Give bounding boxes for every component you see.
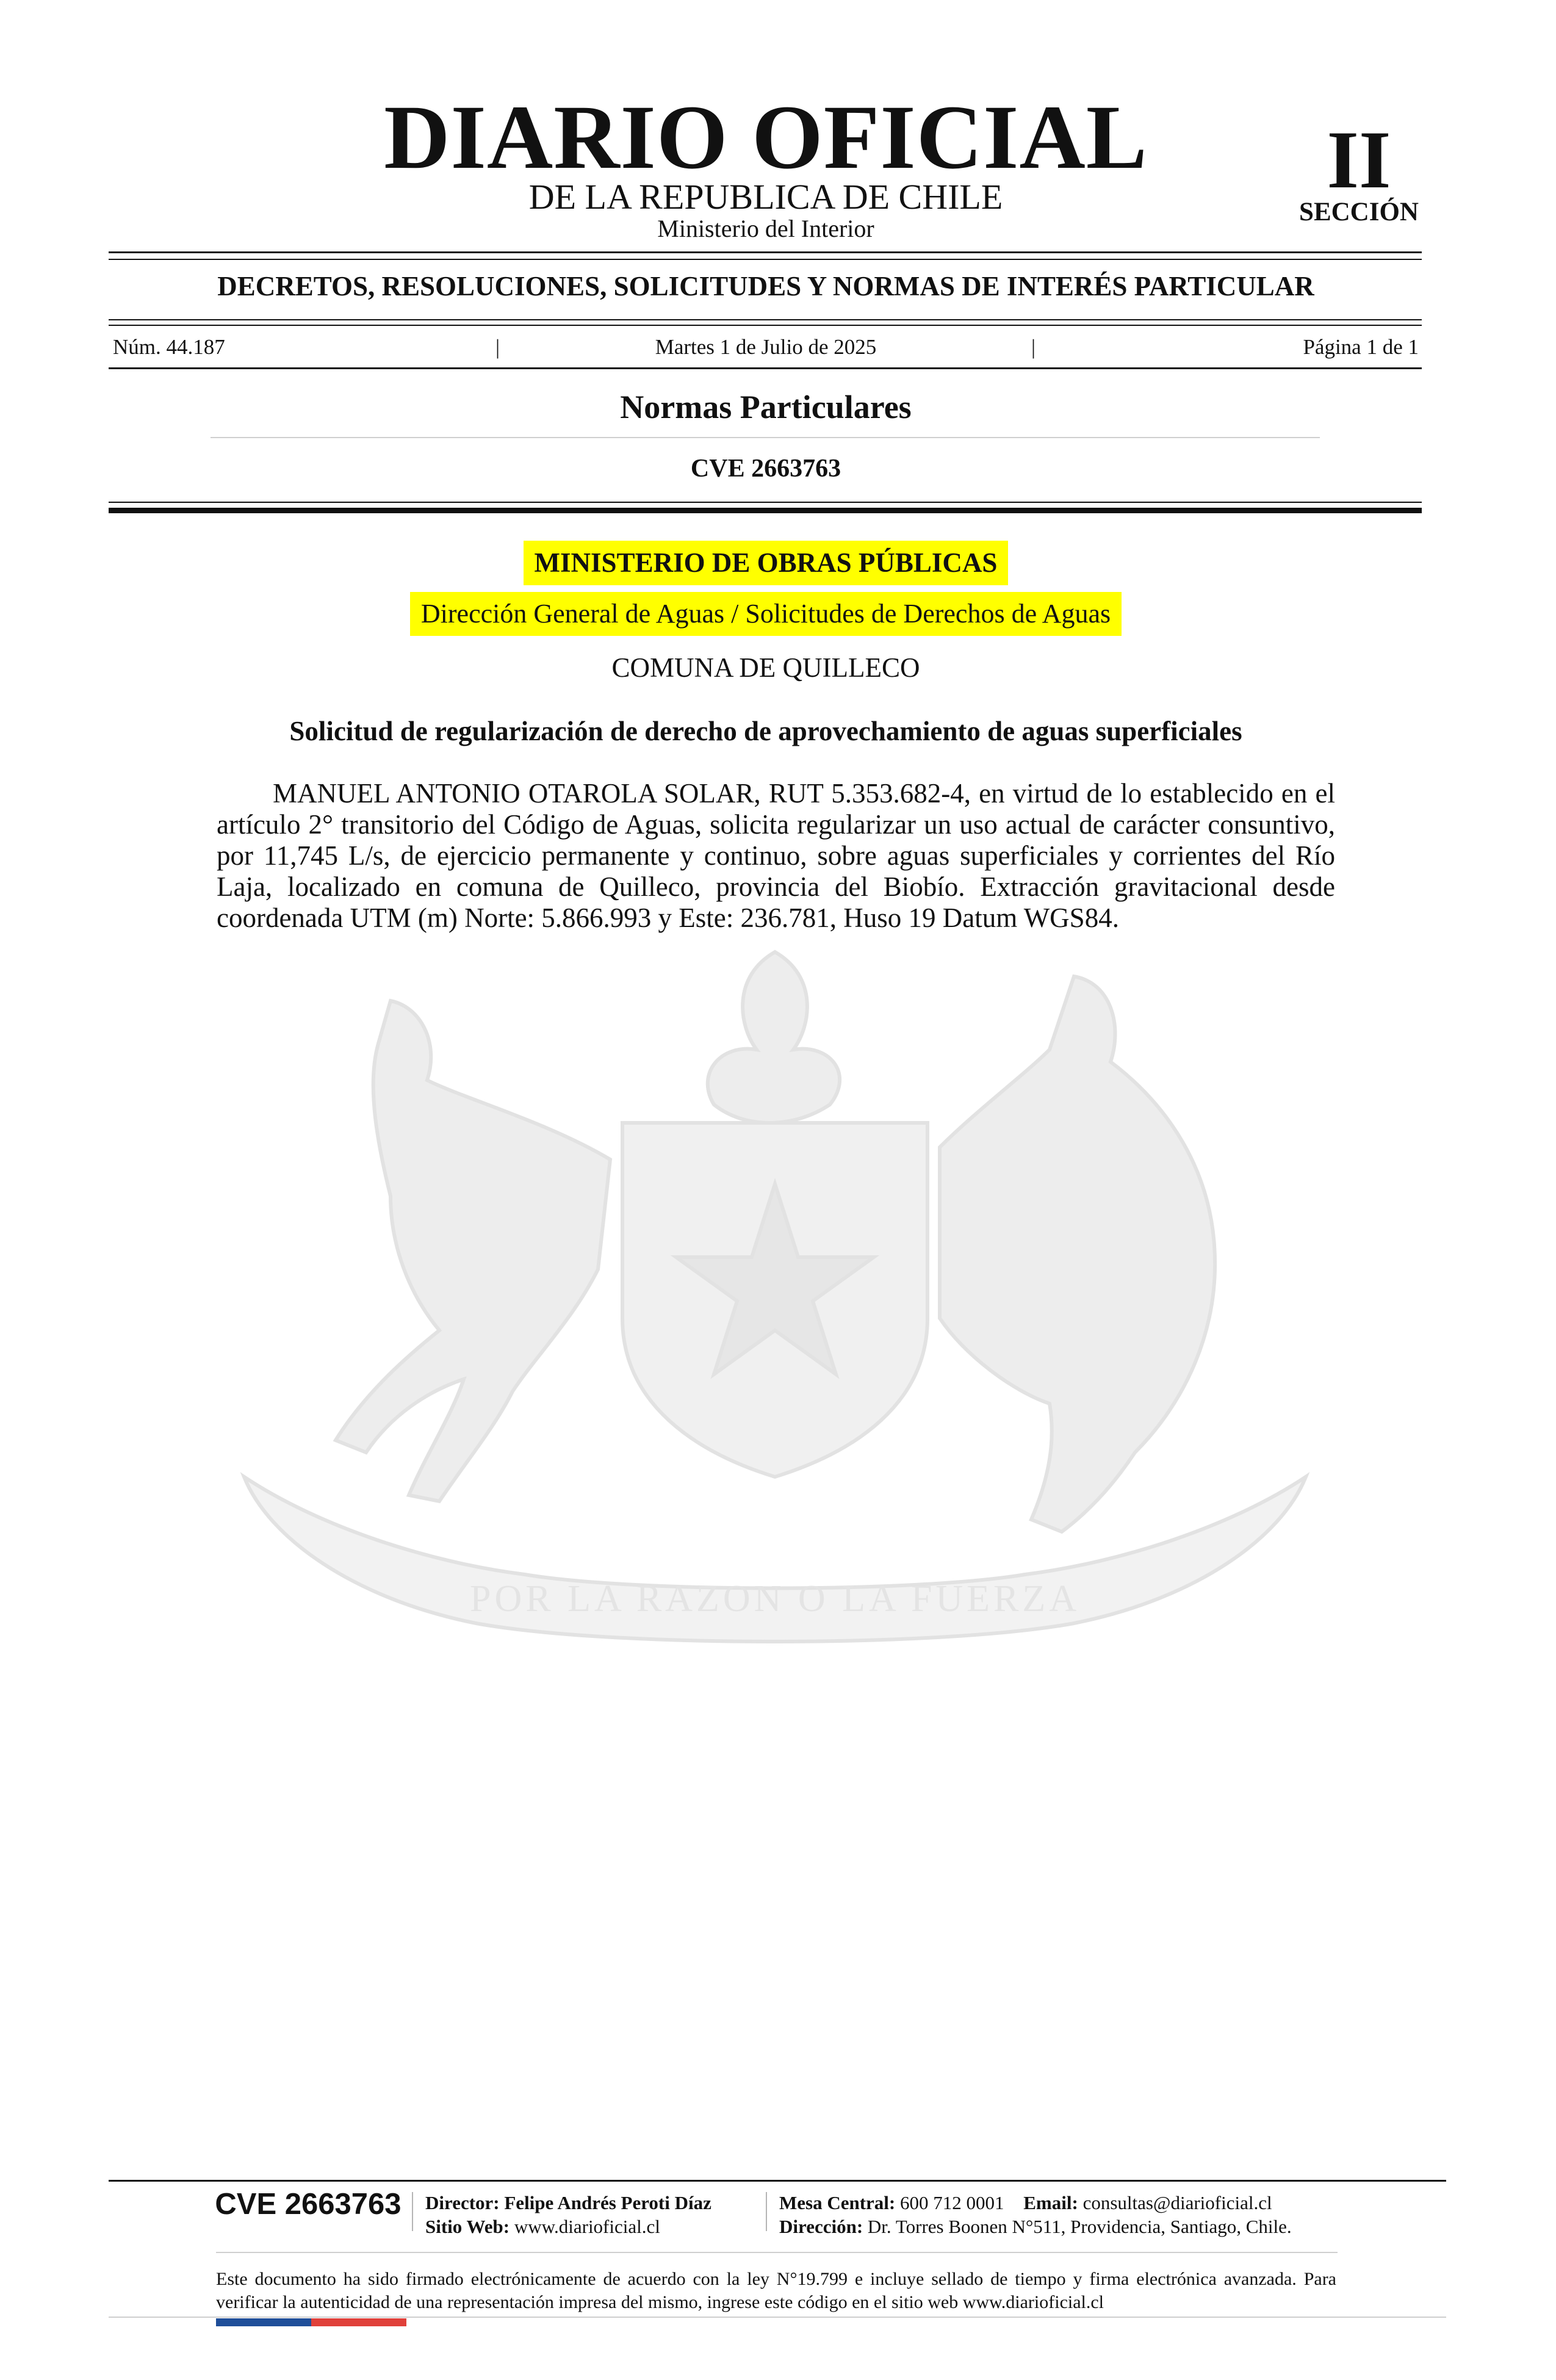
info-bar-rule [109, 367, 1422, 369]
footer-contact [779, 2193, 1272, 2212]
motto-text: POR LA RAZON O LA FUERZA [469, 1578, 1081, 1620]
footer-phone-label: Mesa Central: [779, 2192, 896, 2213]
footer-address [779, 2217, 1292, 2236]
notice-ministry [0, 541, 1532, 585]
masthead-rule-bottom [109, 259, 1422, 260]
footer-email-link[interactable]: consultas@diarioficial.cl [1082, 2192, 1272, 2213]
masthead-subtitle: DE LA REPUBLICA DE CHILE [528, 177, 1003, 217]
masthead-ministry: Ministerio del Interior [657, 215, 874, 242]
coat-of-arms-watermark [207, 928, 1342, 1697]
notice-commune: COMUNA DE QUILLECO [611, 652, 920, 683]
footer-rule-bottom [109, 2317, 1446, 2318]
footer-phone: 600 712 0001 [900, 2192, 1004, 2213]
section-title: Normas Particulares [620, 389, 912, 425]
issue-info-bar [113, 335, 1419, 359]
footer-rule-top [109, 2180, 1446, 2182]
notice-directorate-text: Dirección General de Aguas / Solicitudes de Derechos de Aguas [410, 592, 1122, 636]
huemul-shape [336, 1001, 610, 1501]
footer-website [425, 2217, 660, 2236]
flag-stripe-blue [216, 2318, 311, 2326]
footer-director-name: Felipe Andrés Peroti Díaz [504, 2192, 711, 2213]
notice-title: Solicitud de regularización de derecho de aprovechamiento de aguas superficiales [289, 716, 1242, 746]
issue-separator: | [1031, 335, 1036, 359]
footer-verification-note: Este documento ha sido firmado electrónicamente de acuerdo con la ley N°19.799 e incluye sellado de tiempo y firma electrónica avanzada. Para verificar la autenticidad de una representación impresa del mismo, ingrese este código en el sitio web www.diarioficial.cl [216, 2269, 1336, 2312]
section-number: II [1327, 115, 1391, 206]
footer-address-label: Dirección: [779, 2216, 863, 2237]
footer-email-label: Email: [1023, 2192, 1078, 2213]
footer-divider [412, 2192, 413, 2231]
notice-rule-bottom [109, 508, 1422, 513]
footer-divider [766, 2192, 767, 2231]
notice-directorate [0, 592, 1532, 636]
footer-website-label: Sitio Web: [425, 2216, 510, 2237]
masthead-title: DIARIO OFICIAL [384, 87, 1148, 188]
notice-ministry-text: MINISTERIO DE OBRAS PÚBLICAS [524, 541, 1009, 585]
issue-separator: | [495, 335, 500, 359]
category-rule-top [109, 319, 1422, 320]
condor-shape [940, 976, 1215, 1532]
footer-website-link[interactable]: www.diarioficial.cl [514, 2216, 660, 2237]
issue-page: Página 1 de 1 [1303, 335, 1419, 359]
issue-number: Núm. 44.187 [113, 335, 225, 359]
footer-address-text: Dr. Torres Boonen N°511, Providencia, Santiago, Chile. [867, 2216, 1292, 2237]
issue-date: Martes 1 de Julio de 2025 [655, 335, 877, 359]
footer-rule-mid [216, 2252, 1338, 2253]
masthead-rule-top [109, 251, 1422, 253]
category-heading: DECRETOS, RESOLUCIONES, SOLICITUDES Y NORMAS DE INTERÉS PARTICULAR [217, 271, 1314, 301]
flag-stripe-red [311, 2318, 406, 2326]
notice-rule-top [109, 502, 1422, 503]
category-rule-bottom [109, 325, 1422, 326]
plume-shape [708, 952, 840, 1123]
footer-cve-code: CVE 2663763 [215, 2188, 402, 2221]
footer-director-label: Director: [425, 2192, 500, 2213]
section-title-rule [211, 437, 1320, 438]
section-label: SECCIÓN [1299, 198, 1419, 226]
notice-body: MANUEL ANTONIO OTAROLA SOLAR, RUT 5.353.682-4, en virtud de lo establecido en el artículo 2° transitorio del Código de Aguas, solicita regularizar un uso actual de carácter consuntivo, por 11,745 L/s, de ejercicio permanente y continuo, sobre aguas superficiales y corrientes del Río Laja, localizado en comuna de Quilleco, provincia del Biobío. Extracción gravitacional desde coordenada UTM (m) Norte: 5.866.993 y Este: 236.781, Huso 19 Datum WGS84. [217, 778, 1335, 933]
footer-director [425, 2193, 711, 2212]
cve-code: CVE 2663763 [690, 455, 841, 483]
